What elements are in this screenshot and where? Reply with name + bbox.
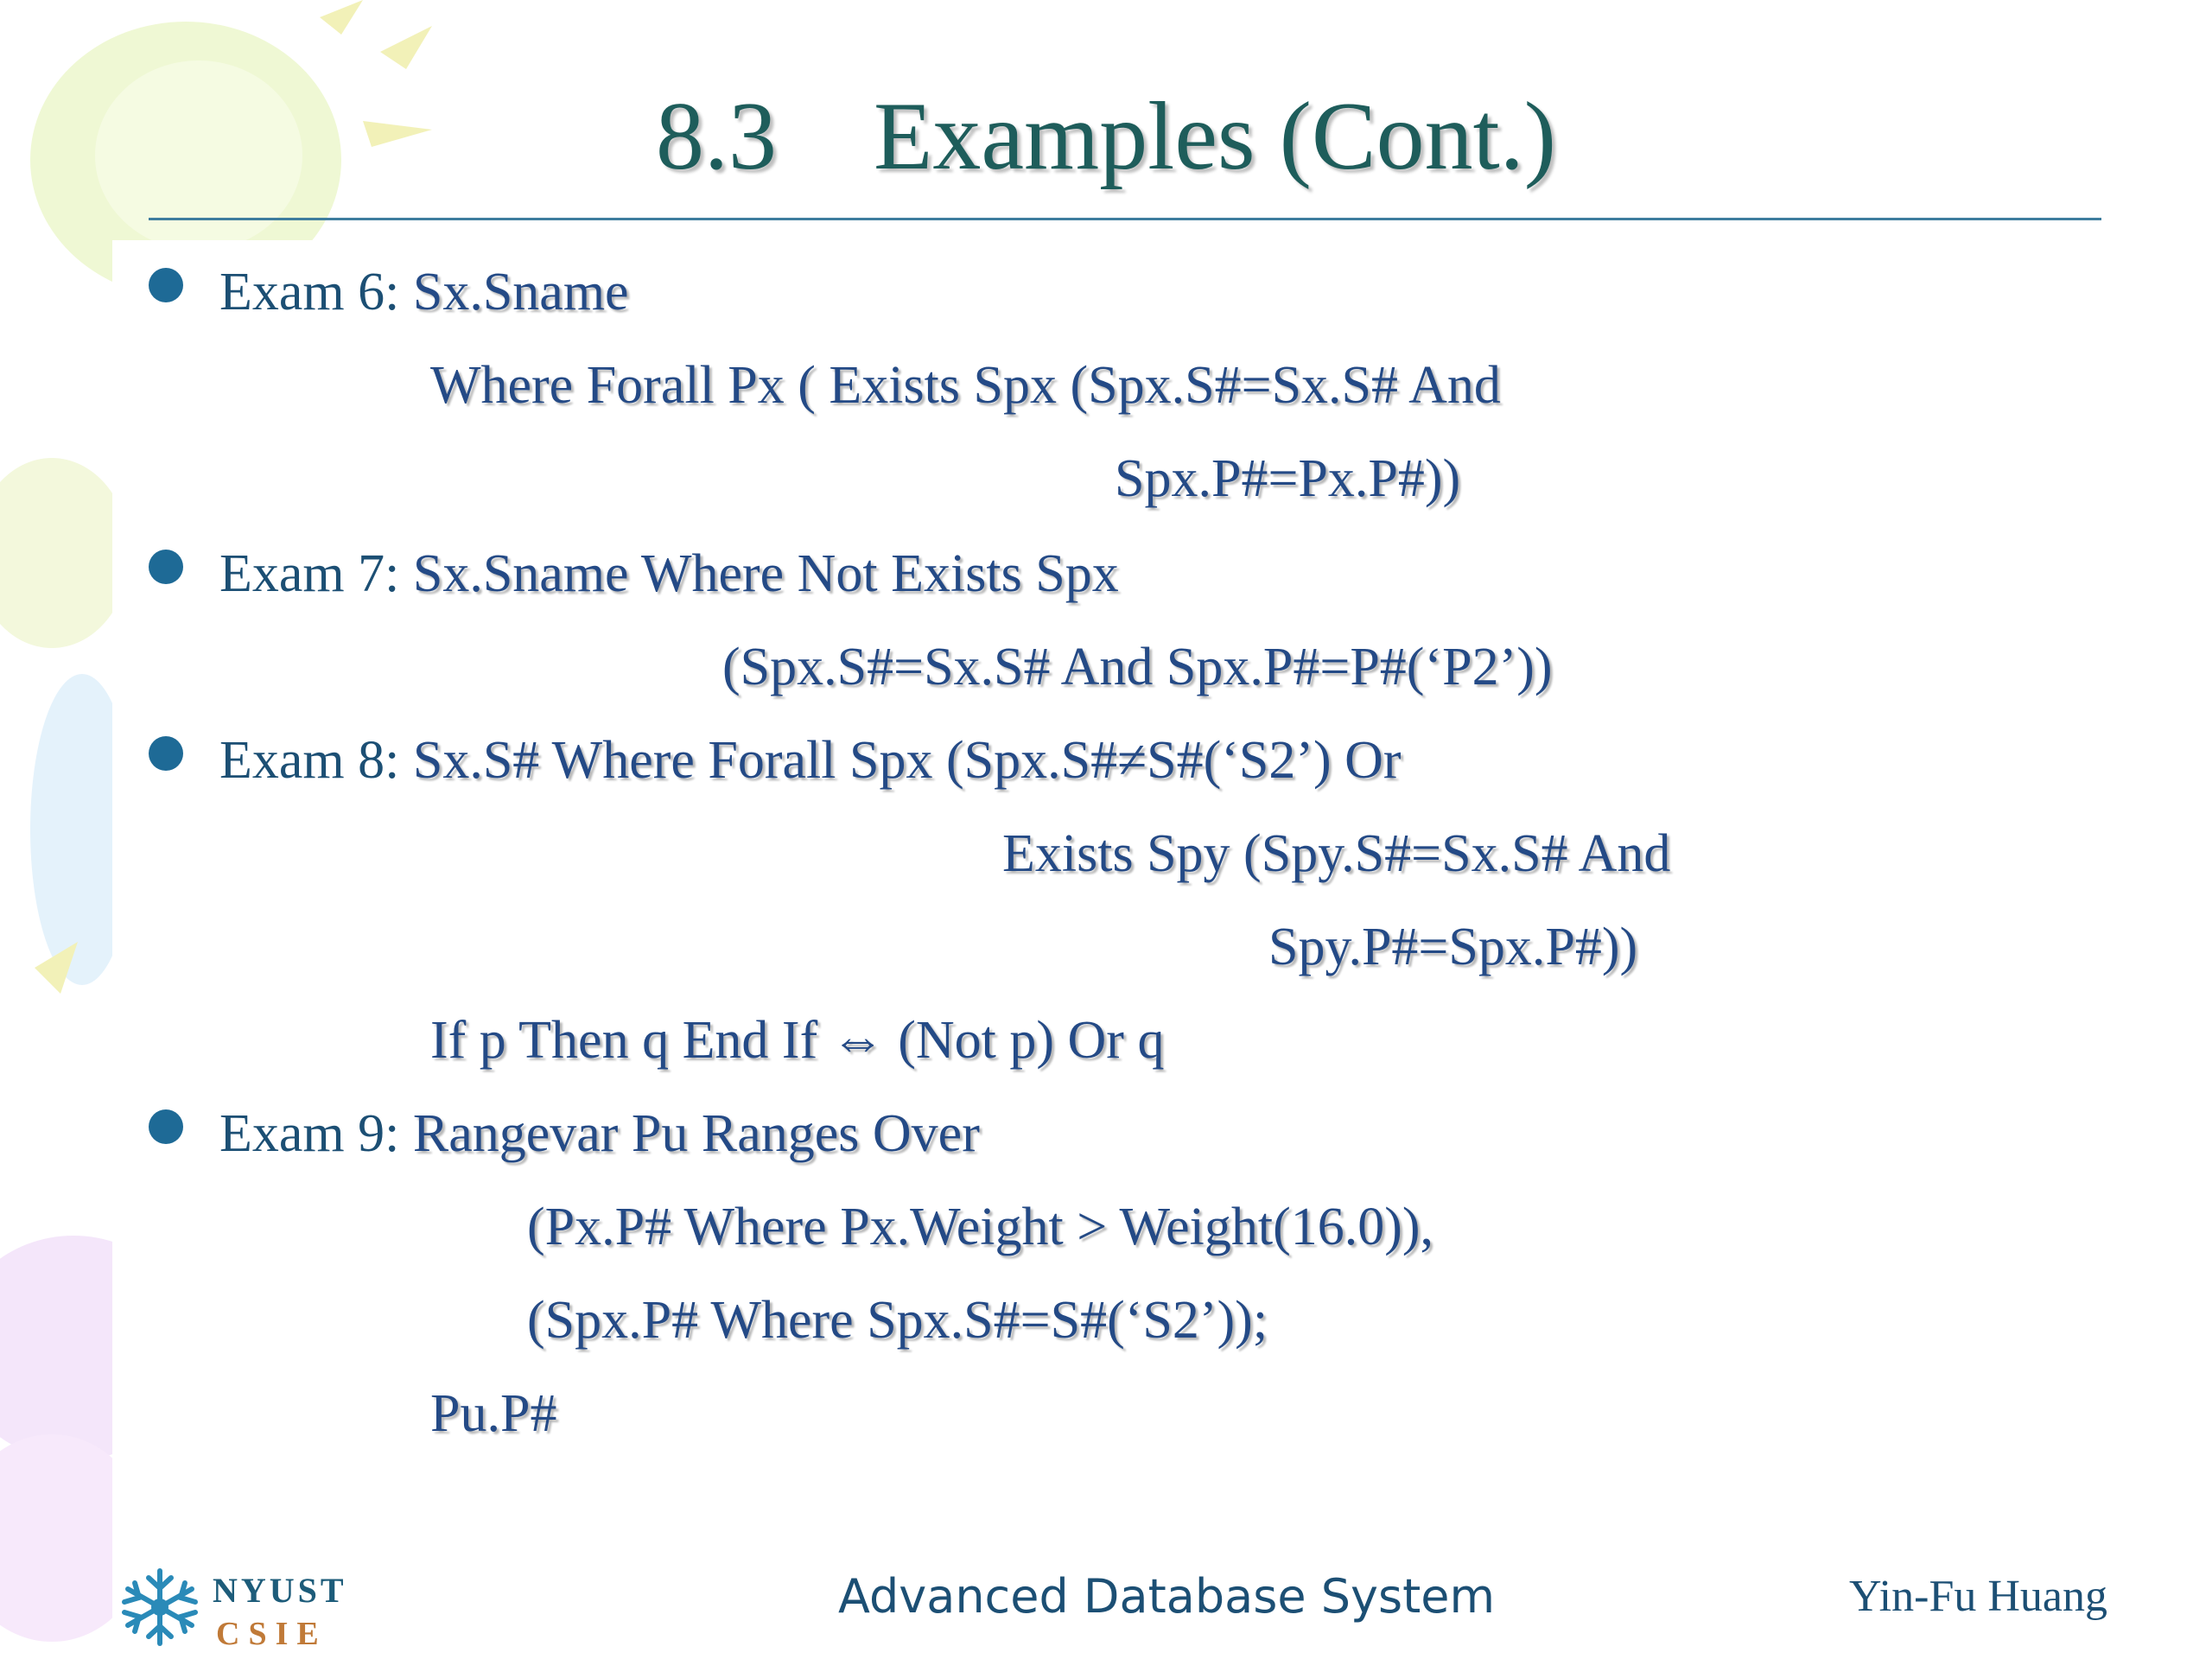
title-divider xyxy=(149,218,2101,220)
bullet-dot-icon xyxy=(149,550,183,584)
exam-8-label: Exam 8: xyxy=(219,731,413,790)
exam-8-code-line-4: If p Then q End If ⇔ (Not p) Or q xyxy=(430,1011,1165,1070)
slide-title: 8.3 Examples (Cont.) xyxy=(655,83,1557,190)
exam-8-code-line-3: Spy.P#=Spx.P#)) xyxy=(1268,918,1638,976)
exam-9-code-line-4: Pu.P# xyxy=(430,1384,557,1443)
exam-9-label: Exam 9: xyxy=(219,1104,413,1163)
footer-course-title: Advanced Database System xyxy=(838,1569,1496,1624)
exam-9-code-line-2: (Px.P# Where Px.Weight > Weight(16.0)), xyxy=(527,1198,1434,1256)
bullet-dot-icon xyxy=(149,268,183,302)
exam-8-code-line-2: Exists Spy (Spy.S#=Sx.S# And xyxy=(1002,824,1671,883)
exam-7-code-line-2: (Spx.S#=Sx.S# And Spx.P#=P#(‘P2’)) xyxy=(722,638,1553,696)
exam-9-row xyxy=(219,1099,980,1168)
footer-author: Yin-Fu Huang xyxy=(1849,1572,2107,1621)
snowflake-logo-icon xyxy=(112,1564,207,1650)
exam-6-code-line-3: Spx.P#=Px.P#)) xyxy=(1115,449,1461,508)
bullet-dot-icon xyxy=(149,736,183,771)
exam-7-code-line-1: Sx.Sname Where Not Exists Spx xyxy=(412,544,1119,603)
exam-6-row xyxy=(219,257,629,327)
exam-8-row xyxy=(219,726,1402,795)
logo-text-nyust: NYUST xyxy=(213,1571,347,1610)
exam-7-row xyxy=(219,539,1119,608)
exam-6-code-line-1: Sx.Sname xyxy=(412,263,629,321)
exam-8-code-line-1: Sx.S# Where Forall Spx (Spx.S#≠S#(‘S2’) Or xyxy=(412,731,1402,790)
exam-9-code-line-3: (Spx.P# Where Spx.S#=S#(‘S2’)); xyxy=(527,1291,1268,1350)
exam-7-label: Exam 7: xyxy=(219,544,413,603)
exam-6-code-line-2: Where Forall Px ( Exists Spx (Spx.S#=Sx.S# And xyxy=(430,356,1501,415)
logo-text-csie: CSIE xyxy=(216,1616,327,1652)
exam-6-label: Exam 6: xyxy=(219,263,413,321)
bullet-dot-icon xyxy=(149,1109,183,1144)
exam-9-code-line-1: Rangevar Pu Ranges Over xyxy=(412,1104,980,1163)
